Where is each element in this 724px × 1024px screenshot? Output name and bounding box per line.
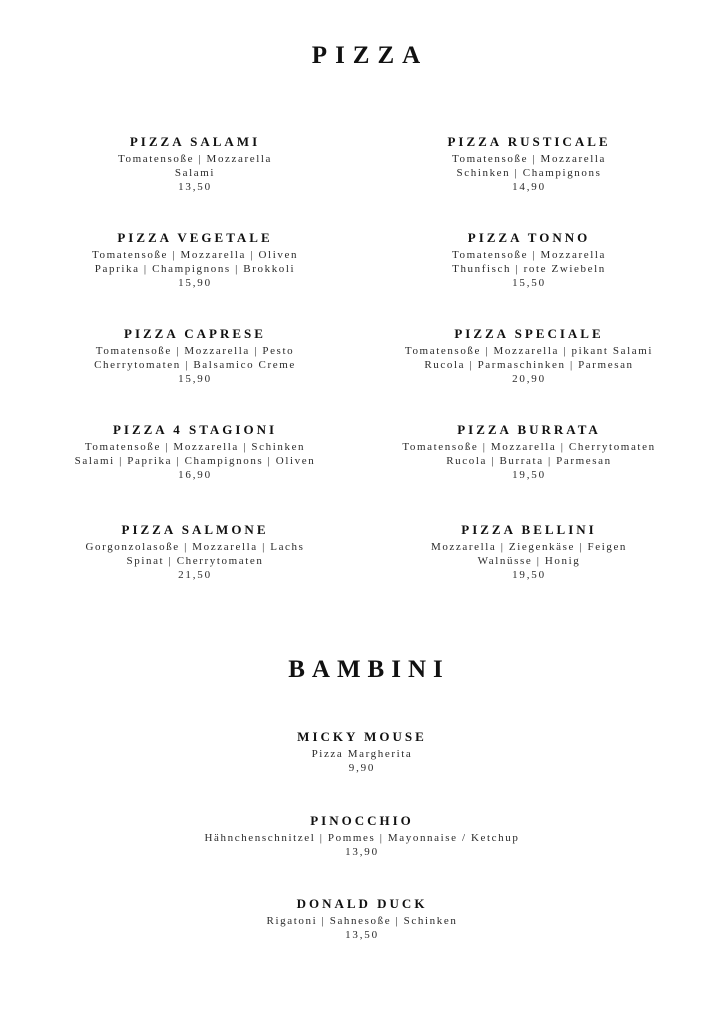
item-ingredients-line-1: Tomatensoße | Mozzarella | Pesto [95,345,295,357]
item-name: PIZZA TONNO [467,230,591,245]
item-ingredients-line-2: Thunfisch | rote Zwiebeln [452,263,606,275]
menu-item-donald-duck [112,894,612,942]
item-ingredients-line-1: Tomatensoße | Mozzarella | Schinken [84,441,306,453]
item-ingredients-line-1: Tomatensoße | Mozzarella [451,153,607,165]
menu-item-pizza-caprese [30,324,360,386]
menu-item-pizza-tonno [364,228,694,290]
item-price: 15,50 [512,277,546,289]
item-price: 21,50 [178,569,212,581]
item-ingredients-line-1: Tomatensoße | Mozzarella | pikant Salami [404,345,654,357]
item-ingredients-line-2: Paprika | Champignons | Brokkoli [94,263,296,275]
item-ingredients-line-1: Mozzarella | Ziegenkäse | Feigen [430,541,628,553]
item-price: 15,90 [178,373,212,385]
item-name: PIZZA SALAMI [129,134,261,149]
item-price: 13,50 [178,181,212,193]
item-name: PIZZA RUSTICALE [447,134,611,149]
item-price: 19,50 [512,469,546,481]
item-name: PINOCCHIO [310,813,414,828]
item-price: 14,90 [512,181,546,193]
menu-item-micky-mouse [112,727,612,775]
menu-item-pizza-speciale [364,324,694,386]
item-price: 20,90 [512,373,546,385]
menu-item-pizza-bellini [364,520,694,582]
item-ingredients-line-1: Hähnchenschnitzel | Pommes | Mayonnaise / Ketchup [204,832,520,844]
item-name: PIZZA BELLINI [461,522,597,537]
menu-item-pizza-4-stagioni [30,420,360,482]
menu-item-pizza-rusticale [364,132,694,194]
menu-item-pizza-salami [30,132,360,194]
item-price: 15,90 [178,277,212,289]
item-price: 13,50 [345,929,379,941]
item-name: PIZZA SALMONE [121,522,269,537]
item-ingredients-line-1: Tomatensoße | Mozzarella | Oliven [91,249,299,261]
item-ingredients-line-1: Tomatensoße | Mozzarella [451,249,607,261]
menu-item-pizza-vegetale [30,228,360,290]
item-ingredients-line-2: Rucola | Parmaschinken | Parmesan [424,359,634,371]
item-ingredients-line-2: Schinken | Champignons [456,167,602,179]
item-name: PIZZA SPECIALE [454,326,604,341]
item-name: PIZZA VEGETALE [117,230,273,245]
item-ingredients-line-1: Pizza Margherita [311,748,413,760]
item-ingredients-line-2: Spinat | Cherrytomaten [126,555,264,567]
item-price: 13,90 [345,846,379,858]
pizza-section-title: PIZZA [311,42,429,69]
item-ingredients-line-2: Salami [174,167,216,179]
bambini-section-title: BAMBINI [288,656,450,683]
item-name: PIZZA CAPRESE [124,326,266,341]
item-name: DONALD DUCK [296,896,428,911]
item-ingredients-line-1: Tomatensoße | Mozzarella [117,153,273,165]
item-ingredients-line-2: Salami | Paprika | Champignons | Oliven [74,455,316,467]
menu-item-pizza-salmone [30,520,360,582]
item-ingredients-line-1: Tomatensoße | Mozzarella | Cherrytomaten [402,441,656,453]
item-price: 16,90 [178,469,212,481]
item-name: PIZZA BURRATA [457,422,601,437]
menu-item-pinocchio [112,811,612,859]
item-ingredients-line-2: Cherrytomaten | Balsamico Creme [94,359,296,371]
menu-item-pizza-burrata [364,420,694,482]
item-price: 9,90 [348,762,376,774]
item-ingredients-line-1: Gorgonzolasoße | Mozzarella | Lachs [85,541,305,553]
item-name: PIZZA 4 STAGIONI [112,422,278,437]
item-ingredients-line-1: Rigatoni | Sahnesoße | Schinken [266,915,458,927]
item-price: 19,50 [512,569,546,581]
item-ingredients-line-2: Walnüsse | Honig [477,555,581,567]
item-ingredients-line-2: Rucola | Burrata | Parmesan [446,455,612,467]
item-name: MICKY MOUSE [297,729,427,744]
